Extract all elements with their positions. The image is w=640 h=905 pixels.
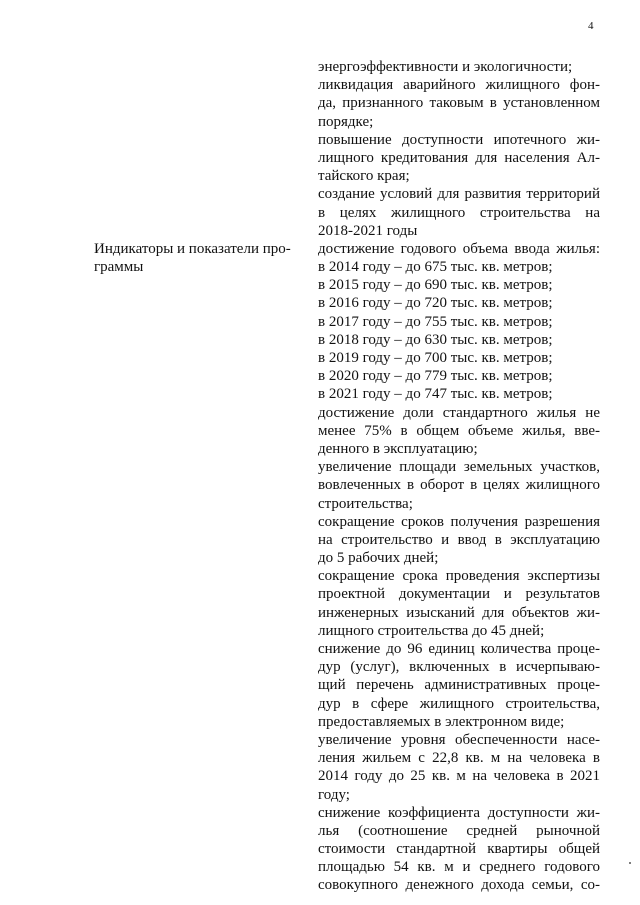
text-line: тайского края; — [318, 168, 410, 185]
row-label-line: граммы — [94, 259, 144, 275]
row-label-line: Индикаторы и показатели про- — [94, 241, 291, 257]
text-line: лья (соотношение средней рыночной — [318, 822, 600, 839]
text-line: вовлеченных в оборот в целях жилищного — [318, 477, 600, 494]
program-content-column — [318, 58, 600, 895]
text-line: порядке; — [318, 113, 374, 130]
text-line: сокращение сроков получения разрешения — [318, 513, 600, 530]
text-line: лищного строительства до 45 дней; — [318, 622, 545, 639]
text-line: снижение до 96 единиц количества проце- — [318, 641, 600, 657]
text-line: достижение доли стандартного жилья не — [318, 404, 600, 421]
text-line: стоимости стандартной квартиры общей — [318, 841, 600, 858]
text-line: до 5 рабочих дней; — [318, 550, 439, 567]
text-line: площадью 54 кв. м и среднего годового — [318, 859, 600, 876]
text-line: году; — [318, 786, 350, 803]
text-line: в 2018 году – до 630 тыс. кв. метров; — [318, 331, 553, 348]
text-line: предоставляемых в электронном виде; — [318, 713, 565, 730]
text-line: повышение доступности ипотечного жи- — [318, 131, 600, 148]
text-line: сокращение срока проведения экспертизы — [318, 568, 600, 585]
text-line: лищного кредитования для населения Ал- — [318, 149, 600, 166]
text-line: ликвидация аварийного жилищного фон- — [318, 77, 600, 94]
page-number: 4 — [588, 20, 594, 32]
text-line: менее 75% в общем объеме жилья, вве- — [318, 422, 600, 439]
text-line: 2018-2021 годы — [318, 222, 418, 239]
text-line: щий перечень административных проце- — [318, 677, 600, 694]
text-line: ления жильем с 22,8 кв. м на человека в — [318, 750, 600, 767]
text-line: в 2021 году – до 747 тыс. кв. метров; — [318, 386, 553, 403]
text-line: в целях жилищного строительства на — [318, 204, 600, 221]
text-line: дур (услуг), включенных в исчерпываю- — [318, 659, 600, 676]
row-label-indicators — [94, 240, 306, 276]
text-line: в 2014 году – до 675 тыс. кв. метров; — [318, 259, 553, 276]
text-line: да, признанного таковым в установленном — [318, 95, 600, 112]
text-line: строительства; — [318, 495, 413, 512]
text-line: 2014 году до 25 кв. м на человека в 2021 — [318, 768, 600, 785]
text-line: в 2016 году – до 720 тыс. кв. метров; — [318, 295, 553, 312]
scan-speck — [629, 862, 631, 864]
text-line: достижение годового объема ввода жилья: — [318, 240, 600, 257]
text-line: увеличение уровня обеспеченности насе- — [318, 731, 600, 748]
text-line: проектной документации и результатов — [318, 586, 600, 603]
text-line: снижение коэффициента доступности жи- — [318, 804, 600, 821]
text-line: энергоэффективности и экологичности; — [318, 59, 573, 75]
text-line: увеличение площади земельных участков, — [318, 459, 600, 476]
text-line: на строительство и ввод в эксплуатацию — [318, 531, 600, 548]
text-line: совокупного денежного дохода семьи, со- — [318, 877, 600, 894]
text-line: дур в сфере жилищного строительства, — [318, 695, 600, 712]
text-line: инженерных изысканий для объектов жи- — [318, 604, 600, 621]
text-line: в 2019 году – до 700 тыс. кв. метров; — [318, 350, 553, 366]
text-line: в 2015 году – до 690 тыс. кв. метров; — [318, 277, 553, 294]
text-line: денного в эксплуатацию; — [318, 440, 478, 457]
text-line: в 2020 году – до 779 тыс. кв. метров; — [318, 368, 553, 385]
text-line: в 2017 году – до 755 тыс. кв. метров; — [318, 313, 553, 330]
text-line: создание условий для развития территорий — [318, 186, 600, 203]
